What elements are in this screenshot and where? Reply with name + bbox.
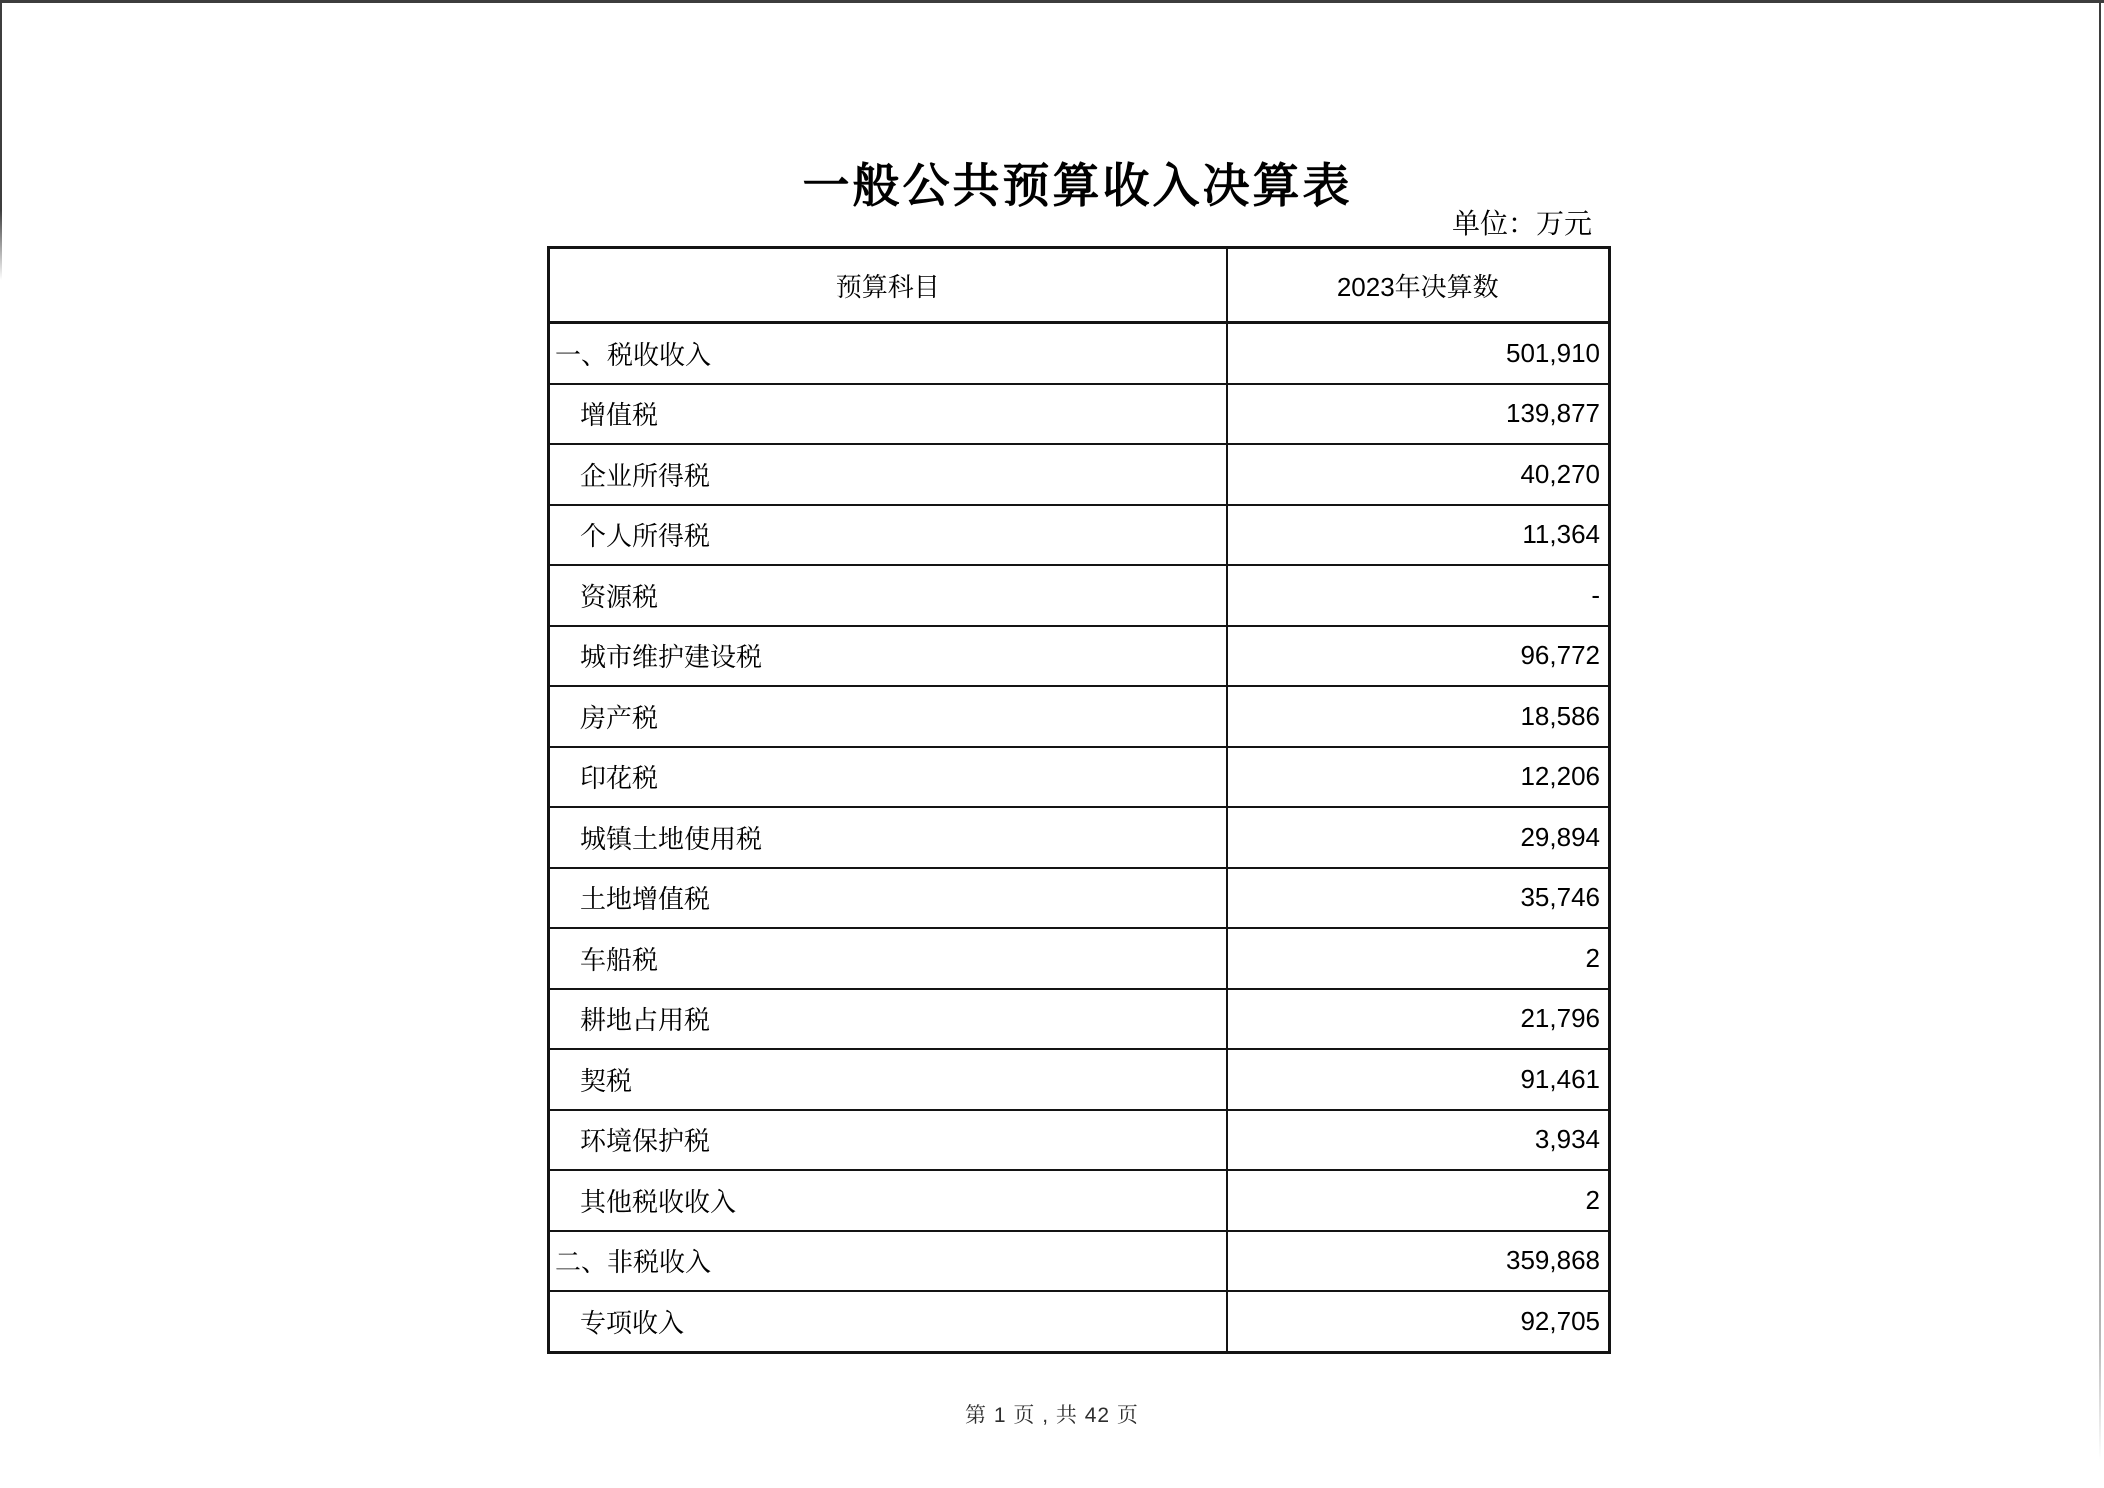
table-header-row <box>549 248 1610 323</box>
value-cell: 21,796 <box>1227 989 1610 1050</box>
subject-cell: 资源税 <box>549 565 1227 626</box>
column-header-subject: 预算科目 <box>549 248 1227 323</box>
table-row <box>549 1110 1610 1171</box>
value-cell: 11,364 <box>1227 505 1610 566</box>
value-cell: 91,461 <box>1227 1049 1610 1110</box>
value-cell: 92,705 <box>1227 1291 1610 1352</box>
viewer-edge-right <box>2099 0 2101 1460</box>
subject-cell: 契税 <box>549 1049 1227 1110</box>
table-row <box>549 626 1610 687</box>
table-row <box>549 1049 1610 1110</box>
table-row <box>549 505 1610 566</box>
value-cell: 96,772 <box>1227 626 1610 687</box>
subject-cell: 车船税 <box>549 928 1227 989</box>
table-row <box>549 868 1610 929</box>
value-cell: 3,934 <box>1227 1110 1610 1171</box>
page-title: 一般公共预算收入决算表 <box>802 159 1353 213</box>
subject-cell: 城镇土地使用税 <box>549 807 1227 868</box>
table-body <box>549 323 1610 1353</box>
table-row <box>549 444 1610 505</box>
table-row <box>549 807 1610 868</box>
subject-cell: 一、税收收入 <box>549 323 1227 384</box>
subject-cell: 印花税 <box>549 747 1227 808</box>
value-cell: 2 <box>1227 1170 1610 1231</box>
subject-cell: 其他税收收入 <box>549 1170 1227 1231</box>
value-cell: 139,877 <box>1227 384 1610 445</box>
value-cell: 18,586 <box>1227 686 1610 747</box>
table-row <box>549 1170 1610 1231</box>
page-number: 第 1 页 , 共 42 页 <box>965 1404 1139 1427</box>
table-row <box>549 323 1610 384</box>
table-row <box>549 747 1610 808</box>
value-cell: 2 <box>1227 928 1610 989</box>
viewer-edge-top <box>0 0 2104 3</box>
value-cell: 35,746 <box>1227 868 1610 929</box>
subject-cell: 专项收入 <box>549 1291 1227 1352</box>
subject-cell: 土地增值税 <box>549 868 1227 929</box>
subject-cell: 环境保护税 <box>549 1110 1227 1171</box>
unit-label: 单位：万元 <box>1451 208 1592 239</box>
viewer-edge-left <box>0 0 2 280</box>
subject-cell: 二、非税收入 <box>549 1231 1227 1292</box>
budget-table <box>547 246 1611 1354</box>
table-row <box>549 1291 1610 1352</box>
value-cell: 29,894 <box>1227 807 1610 868</box>
subject-cell: 增值税 <box>549 384 1227 445</box>
value-cell: 359,868 <box>1227 1231 1610 1292</box>
value-cell: 40,270 <box>1227 444 1610 505</box>
table-row <box>549 928 1610 989</box>
subject-cell: 耕地占用税 <box>549 989 1227 1050</box>
subject-cell: 房产税 <box>549 686 1227 747</box>
subject-cell: 城市维护建设税 <box>549 626 1227 687</box>
value-cell: - <box>1227 565 1610 626</box>
table-row <box>549 989 1610 1050</box>
column-header-amount: 2023年决算数 <box>1227 248 1610 323</box>
value-cell: 12,206 <box>1227 747 1610 808</box>
subject-cell: 企业所得税 <box>549 444 1227 505</box>
table-row <box>549 686 1610 747</box>
subject-cell: 个人所得税 <box>549 505 1227 566</box>
value-cell: 501,910 <box>1227 323 1610 384</box>
table-row <box>549 1231 1610 1292</box>
table-row <box>549 565 1610 626</box>
table-row <box>549 384 1610 445</box>
